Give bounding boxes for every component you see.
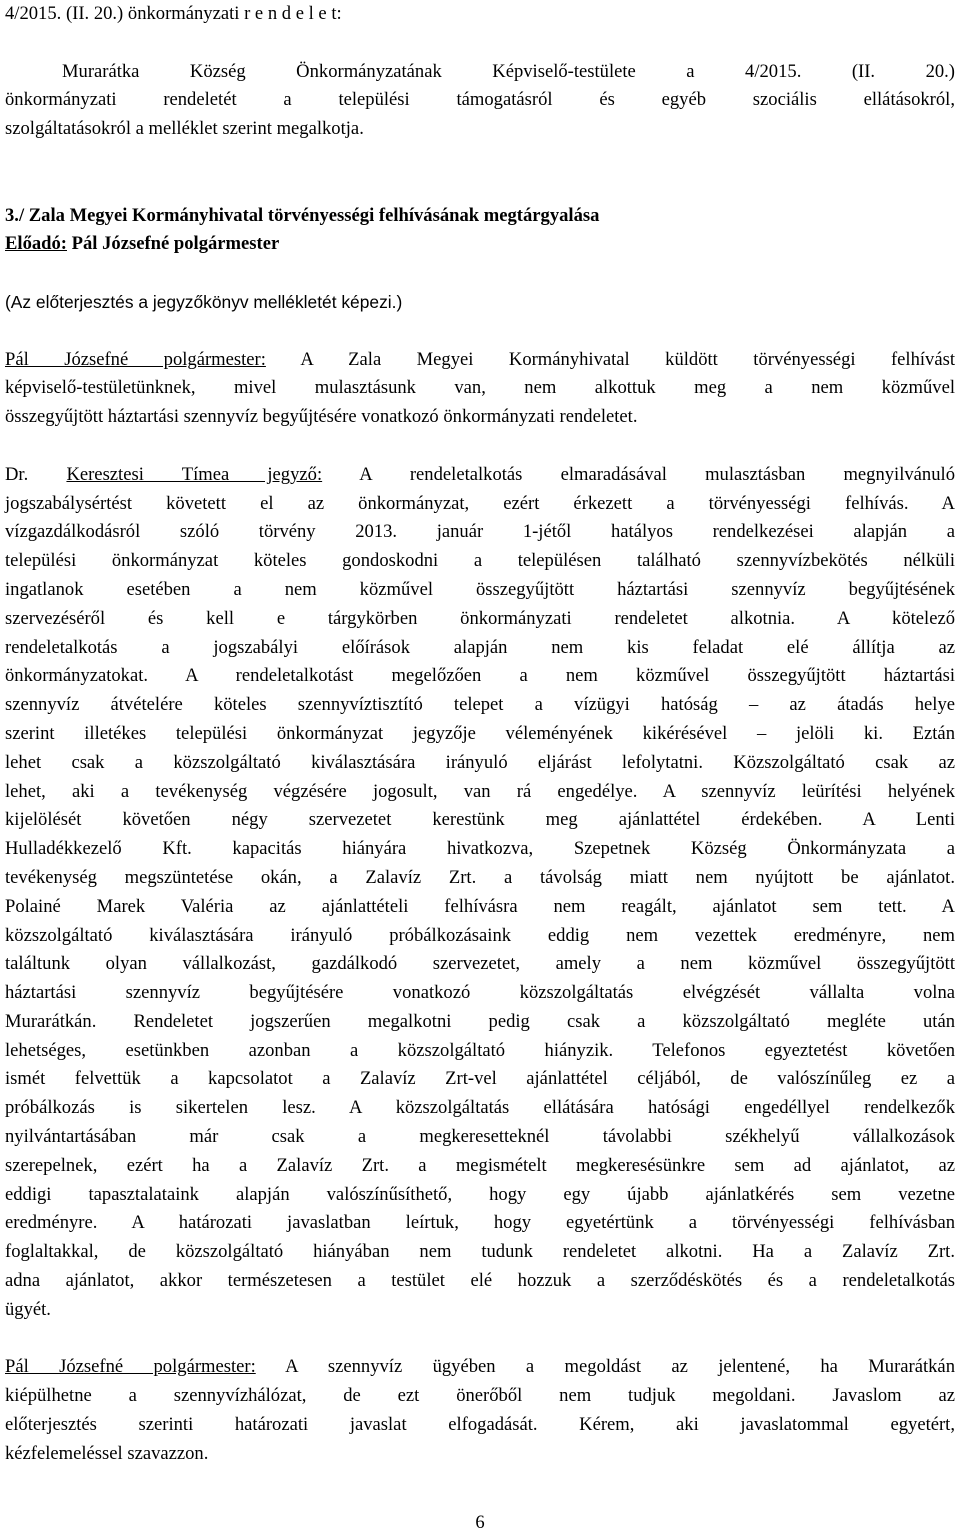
paragraph-line: vízgazdálkodásról szóló törvény 2013. január 1-jétől hatályos rendelkezései alapján a <box>5 521 955 543</box>
paragraph-line: eredményre. A határozati javaslatban leírtuk, hogy egyetértünk a törvényességi felhívásban <box>5 1212 955 1234</box>
paragraph-mayor-2 <box>5 1353 955 1468</box>
agenda-presenter <box>5 230 955 259</box>
paragraph-line: kijelölését követően négy szervezetet kerestünk meg ajánlattétel érdekében. A Lenti <box>5 809 955 831</box>
presenter-name: Pál Józsefné polgármester <box>67 233 280 255</box>
paragraph-line: szerepelnek, ezért ha a Zalavíz Zrt. a megismételt megkeresésünkre sem ad ajánlatot, az <box>5 1154 955 1176</box>
agenda-title: 3./ Zala Megyei Kormányhivatal törvényességi felhívásának megtárgyalása <box>5 204 600 226</box>
intro-line: Murarátka Község Önkormányzatának Képviselő-testülete a 4/2015. (II. 20.) <box>62 60 955 82</box>
paragraph-line: kiépülhetne a szennyvízhálózat, de ezt önerőből nem tudjuk megoldani. Javaslom az <box>5 1385 955 1407</box>
document-page <box>5 0 955 1469</box>
paragraph-first-line <box>5 1353 955 1382</box>
paragraph-line: lehetséges, esetünkben azonban a közszolgáltató hiányzik. Telefonos egyeztetést követően <box>5 1039 955 1061</box>
notary-lines <box>5 490 955 1296</box>
speaker-prefix: Dr. <box>5 463 29 485</box>
paragraph-line: ingatlanok esetében a nem közművel összegyűjtött háztartási szennyvíz begyűjtésének <box>5 578 955 600</box>
paragraph-text: A szennyvíz ügyében a megoldást az jelentené, ha Murarátkán <box>255 1356 955 1378</box>
paragraph-notary <box>5 461 955 1325</box>
paragraph-line: szerint illetékes települési önkormányzat jegyzője véleményének kikérésével – jelöli ki. Eztán <box>5 722 955 744</box>
paragraph-line: összegyűjtött háztartási szennyvíz begyűjtésére vonatkozó önkormányzati rendeletet. <box>5 406 638 428</box>
paragraph-line: szervezéséről és kell e tárgykörben önkormányzati rendeletet alkotnia. A kötelező <box>5 607 955 629</box>
paragraph-line: előterjesztés szerinti határozati javaslat elfogadását. Kérem, aki javaslatommal egyetért, <box>5 1414 955 1436</box>
paragraph-line: Hulladékkezelő Kft. kapacitás hiányára hivatkozva, Szepetnek Község Önkormányzata a <box>5 838 955 860</box>
paragraph-line: nyilvántartásában már csak a megkeresetteknél távolabbi székhelyű vállalkozások <box>5 1126 955 1148</box>
paragraph-line: próbálkozás is sikertelen lesz. A közszolgáltatás ellátására hatósági engedéllyel rendelkezők <box>5 1097 955 1119</box>
paragraph-line: ismét felvettük a kapcsolatot a Zalavíz Zrt-vel ajánlattétel céljából, de valószínűleg ez a <box>5 1068 955 1090</box>
paragraph-line: lehet, aki a tevékenység végzésére jogosult, van rá engedélye. A szennyvíz leürítési helyének <box>5 780 955 802</box>
paragraph-first-line <box>5 461 955 490</box>
paragraph-line: Murarátkán. Rendeletet jogszerűen megalkotni pedig csak a közszolgáltató megléte után <box>5 1010 955 1032</box>
paragraph-line: Polainé Marek Valéria az ajánlattételi felhívásra nem reagált, ajánlatot sem tett. A <box>5 895 955 917</box>
paragraph-line: közszolgáltató kiválasztására irányuló próbálkozásaink eddig nem vezettek eredményre, nem <box>5 924 955 946</box>
paragraph-line: tevékenység megszüntetése okán, a Zalavíz Zrt. a távolság miatt nem nyújtott be ajánlatot. <box>5 866 955 888</box>
paragraph-first-line <box>5 346 955 375</box>
page-number: 6 <box>475 1512 485 1533</box>
intro-line: szolgáltatásokról a melléklet szerint megalkotja. <box>5 118 364 140</box>
paragraph-text: A rendeletalkotás elmaradásával mulasztásban megnyilvánuló <box>322 463 955 485</box>
paragraph-line: rendeletalkotás a jogszabályi előírások alapján nem kis feladat elé állítja az <box>5 636 955 658</box>
speaker-name: Pál Józsefné polgármester: <box>5 348 266 370</box>
paragraph-line: adna ajánlatot, akkor természetesen a testület elé hozzuk a szerződéskötés és a rendeletalkotás <box>5 1270 955 1292</box>
paragraph-line: szennyvíz átvételére köteles szennyvíztisztító telepet a vízügyi hatóság – az átadás helye <box>5 694 955 716</box>
paragraph-line: foglaltakkal, de közszolgáltató hiányában nem tudunk rendeletet alkotni. Ha a Zalavíz Zrt. <box>5 1241 955 1263</box>
paragraph-line: találtunk olyan vállalkozást, gazdálkodó szervezetet, amely a nem közművel összegyűjtött <box>5 953 955 975</box>
paragraph-line: lehet csak a közszolgáltató kiválasztására irányuló eljárást lefolytatni. Közszolgáltató csak az <box>5 751 955 773</box>
paragraph-line: ügyét. <box>5 1298 51 1320</box>
resolution-heading: 4/2015. (II. 20.) önkormányzati r e n d e l e t: <box>5 3 342 24</box>
paragraph-text: A Zala Megyei Kormányhivatal küldött törvényességi felhívást <box>265 348 955 370</box>
paragraph-line: jogszabálysértést követett el az önkormányzat, ezért érkezett a törvényességi felhívás. A <box>5 492 955 514</box>
presenter-label: Előadó: <box>5 233 67 255</box>
attachment-note: (Az előterjesztés a jegyzőkönyv mellékletét képezi.) <box>5 291 403 312</box>
paragraph-line: háztartási szennyvíz begyűjtésére vonatkozó közszolgáltatás elvégzését vállalta volna <box>5 982 955 1004</box>
paragraph-mayor-1 <box>5 346 955 432</box>
paragraph-line: képviselő-testületünknek, mivel mulasztásunk van, nem alkottuk meg a nem közművel <box>5 377 955 399</box>
paragraph-line: települési önkormányzat köteles gondoskodni a településen található szennyvízbekötés nélküli <box>5 550 955 572</box>
speaker-name: Pál Józsefné polgármester: <box>5 1356 256 1378</box>
intro-paragraph <box>5 58 955 144</box>
paragraph-line: kézfelemeléssel szavazzon. <box>5 1442 209 1464</box>
intro-line: önkormányzati rendeletét a települési támogatásról és egyéb szociális ellátásokról, <box>5 89 955 111</box>
paragraph-line: önkormányzatokat. A rendeletalkotást megelőzően a nem közművel összegyűjtött háztartási <box>5 665 955 687</box>
speaker-name: Keresztesi Tímea jegyző: <box>66 463 323 485</box>
paragraph-line: eddigi tapasztalataink alapján valószínűsíthető, hogy egy újabb ajánlatkérés sem vezetne <box>5 1183 955 1205</box>
